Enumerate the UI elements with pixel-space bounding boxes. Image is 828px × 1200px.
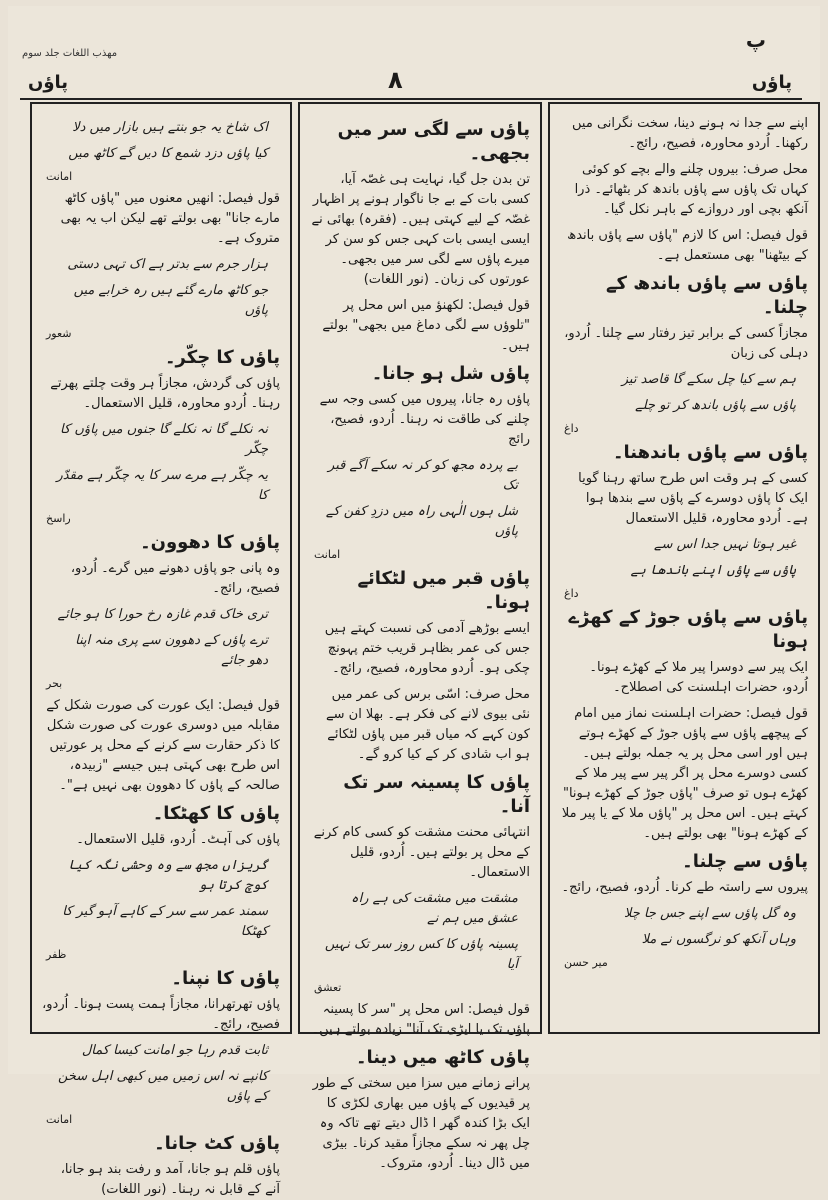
poet-name: بحر (46, 677, 63, 690)
verse-line: مشقت میں مشقت کی ہے راہ عشق میں ہم نے (350, 891, 518, 926)
entry-text: پاؤں قلم ہو جانا، آمد و رفت بند ہو جانا، آنے کے قابل نہ رہنا۔ (نور اللغات) (60, 1162, 280, 1197)
poet-name: تعشق (314, 981, 342, 994)
entry-headword: پاؤں کا چکّر۔ (164, 347, 280, 368)
column-middle (298, 102, 542, 1171)
entry-text: قول فیصل: اس کا لازم "پاؤں سے پاؤں باندھ کے بیٹھنا" بھی مستعمل ہے۔ (567, 228, 808, 263)
header-rule (20, 98, 802, 100)
verse-line: کانپے نہ اس زمیں میں کبھی اہل سخن کے پاؤں (58, 1069, 268, 1104)
verse-line: تری خاک قدم غازہ رخ حورا کا ہو جائے (57, 607, 268, 622)
verse-line: پاؤں سے پاؤں اپنے باندھا ہے (630, 563, 796, 578)
poet-name: میر حسن (564, 956, 608, 969)
entry-headword: پاؤں سے پاؤں جوڑ کے کھڑے ہونا (568, 607, 808, 652)
poet-name: داغ (564, 422, 579, 435)
poet-name: داغ (564, 587, 579, 600)
running-head-left: پاؤں (28, 72, 69, 93)
entry-text: کسی کے ہر وقت اس طرح ساتھ رہنا گویا ایک کا پاؤں دوسرے کے پاؤں سے بندھا ہوا ہے۔ اُردو محاورہ، قلیل الاستعمال (578, 471, 808, 526)
entry-headword: پاؤں کاٹھ میں دینا۔ (355, 1047, 530, 1068)
entry-headword: پاؤں سے پاؤں باندھ کے چلنا۔ (605, 273, 808, 318)
verse-line: ہزار جرم سے بدتر ہے اک تہی دستی (67, 257, 268, 272)
entry-text: قول فیصل: انھیں معنوں میں "پاؤں کاٹھ مارے جانا" بھی بولتے تھے لیکن اب یہ بھی متروک ہے۔ (60, 191, 280, 246)
verse-line: پسینہ پاؤں کا کس روز سر تک نہیں آیا (324, 937, 518, 972)
entry-headword: پاؤں کا کھٹکا۔ (152, 803, 280, 824)
entry-text: پرانے زمانے میں سزا میں سختی کے طور پر قیدیوں کے پاؤں میں بھاری لکڑی کا ایک بڑا کندہ گھر ا ڈال دیتے تھے تاکہ وہ چل پھر نہ سکے مجازاً مقید کرنا۔ بیڑی میں ڈال دینا۔ اُردو، متروک۔ (312, 1076, 530, 1171)
entry-text: قول فیصل: لکھنؤ میں اس محل پر "تلوؤں سے لگی دماغ میں بجھی" بولتے ہیں۔ (322, 298, 530, 353)
entry-text: قول فیصل: اس محل پر "سر کا پسینہ پاؤں تک یا ایڑی تک آنا" زیادہ بولتے ہیں۔ (311, 1002, 530, 1037)
entry-text: محل صرف: بیروں چلنے والے بچے کو کوئی کہاں تک پاؤں سے پاؤں باندھ کر بٹھائے۔ ذرا آنکھ بچی اور دروازے کے باہر نکل گیا۔ (574, 162, 808, 217)
entry-text: وہ پانی جو پاؤں دھونے میں گرے۔ اُردو، فصیح، رائج۔ (70, 561, 280, 596)
entry-text: تن بدن جل گیا، نہایت ہی غصّہ آیا، کسی بات کے بے جا ناگوار ہونے پر اظہار غصّہ کے لیے کہتی ہیں۔ (فقرہ) بھائی نے ایسی ایسی بات کہی جس کو سن کر میرے پاؤں سے لگی سر میں بجھی۔ عورتوں کی زبان۔ (نور اللغات) (311, 172, 530, 287)
verse-line: پاؤں سے پاؤں باندھ کر تو چلے (635, 398, 796, 413)
entry-headword: پاؤں کٹ جانا۔ (154, 1133, 280, 1154)
entry-text: محل صرف: اسّی برس کی عمر میں نئی بیوی لانے کی فکر ہے۔ بھلا ان سے کون کہے کہ میاں قبر میں پاؤں لٹکائے ہو اب شادی کر کے کیا کرو گے۔ (326, 687, 530, 762)
entry-text: ایسے بوڑھے آدمی کی نسبت کہتے ہیں جس کی عمر بظاہر قریب ختم پہونچ چکی ہو۔ اُردو محاورہ، فصیح، رائج۔ (324, 621, 530, 676)
column-right (548, 102, 820, 1034)
entry-headword: پاؤں شل ہو جانا۔ (371, 363, 530, 384)
corner-letter: پ (745, 28, 766, 52)
poet-name: امانت (46, 170, 73, 183)
verse-line: جو کاٹھ مارے گئے ہیں رہ خرابے میں پاؤں (73, 283, 268, 318)
verse-line: وہاں آنکھ کو نرگسوں نے ملا (641, 932, 796, 947)
running-head-right: پاؤں (751, 72, 792, 93)
entry-text: پاؤں کی گردش، مجازاً ہر وقت چلتے پھرتے رہنا۔ اُردو محاورہ، قلیل الاستعمال۔ (50, 376, 280, 411)
poet-name: ظفر (46, 948, 67, 961)
verse-line: گریزاں مجھ سے وہ وحشی نگہ کیا کوچ کرتا ہو (68, 858, 268, 893)
verse-line: یہ چکّر ہے مرے سر کا یہ چکّر ہے مقدّر کا (56, 468, 268, 503)
entry-text: قول فیصل: ایک عورت کی صورت شکل کے مقابلہ میں دوسری عورت کی صورت شکل کا ذکر حقارت سے کرنے کے محل پر عورتیں اس طرح بھی کہتی ہیں جیسے "زبیدہ، صالحہ کے پاؤں کا دھوون بھی نہیں ہے"۔ (46, 698, 280, 793)
entry-headword: پاؤں سے پاؤں باندھنا۔ (613, 442, 808, 463)
verse-line: ہم سے کیا چل سکے گا قاصد تیز (621, 372, 796, 387)
entry-headword: پاؤں کا دھوون۔ (140, 532, 280, 553)
verse-line: غیر ہوتا نہیں جدا اس سے (654, 537, 796, 552)
entry-text: مجازاً کسی کے برابر تیز رفتار سے چلنا۔ اُردو، دہلی کی زبان (564, 326, 808, 361)
entry-text: ایک پیر سے دوسرا پیر ملا کے کھڑے ہونا۔ اُردو، حضرات اہلسنت کی اصطلاح۔ (589, 660, 808, 695)
poet-name: امانت (46, 1113, 73, 1126)
entry-headword: پاؤں کا پسینہ سر تک آنا۔ (343, 772, 530, 817)
verse-line: نہ نکلے گا نہ نکلے گا جنوں میں پاؤں کا چکّر (60, 422, 268, 457)
entry-text: پاؤں تھرتھرانا، مجازاً ہمت پست ہونا۔ اُردو، فصیح، رائج۔ (42, 997, 280, 1032)
entry-text: اپنے سے جدا نہ ہونے دینا، سخت نگرانی میں رکھنا۔ اُردو محاورہ، فصیح، رائج۔ (572, 116, 808, 151)
column-left (30, 102, 292, 1197)
entry-headword: پاؤں سے لگی سر میں بجھی۔ (337, 119, 530, 164)
entry-text: قول فیصل: حضرات اہلسنت نماز میں امام کے پیچھے پاؤں سے پاؤں جوڑ کے کھڑے ہوتے ہیں اور اسی محل پر یہ جملہ بولتے ہیں۔ کسی دوسرے محل پر اگر پیر سے پیر ملا کے کھڑے ہوں تو صرف "پاؤں جوڑ کے کھڑے ہونا" کہتے ہیں۔ اس محل پر "پاؤں ملا کے یا پیر ملا کے کھڑے ہونا" بھی بولتے ہیں۔ (561, 706, 808, 841)
verse-line: اک شاخ یہ جو بنتے ہیں بازار میں دلا (72, 120, 268, 135)
verse-line: ترے پاؤں کے دھوون سے پری منہ اپنا دھو جائے (75, 633, 268, 668)
poet-name: امانت (314, 548, 341, 561)
book-title: مهذب اللغات جلد سوم (22, 48, 118, 59)
entry-text: پاؤں کی آہٹ۔ اُردو، قلیل الاستعمال۔ (76, 832, 280, 847)
entry-text: پیروں سے راستہ طے کرنا۔ اُردو، فصیح، رائج۔ (561, 880, 808, 895)
page-number: ۸ (388, 66, 403, 94)
verse-line: شل ہوں الٰہی راہ میں دزدِ کفن کے پاؤں (325, 504, 518, 539)
dictionary-page (8, 6, 820, 1197)
entry-headword: پاؤں سے چلنا۔ (682, 851, 808, 872)
verse-line: بے پردہ مجھ کو کر نہ سکے آگے قبر تک (328, 458, 518, 493)
entry-text: پاؤں رہ جانا، پیروں میں کسی وجہ سے چلنے کی طاقت نہ رہنا۔ اُردو، فصیح، رائج (319, 392, 530, 447)
verse-line: ثابت قدم رہا جو امانت کیسا کمال (81, 1043, 268, 1058)
poet-name: شعور (46, 327, 72, 340)
verse-line: سمند عمر سے سر کے کاہے آہو گیر کا کھٹکا (62, 904, 268, 939)
entry-text: انتہائی محنت مشقت کو کسی کام کرنے کے محل پر بولتے ہیں۔ اُردو، قلیل الاستعمال۔ (313, 825, 530, 880)
verse-line: وہ گل پاؤں سے اپنے جس جا چلا (624, 906, 796, 921)
verse-line: کیا پاؤں دزد شمع کا دیں گے کاٹھ میں (68, 146, 268, 161)
entry-headword: پاؤں قبر میں لٹکائے ہونا۔ (357, 568, 530, 613)
entry-headword: پاؤں کا نپنا۔ (171, 968, 280, 989)
poet-name: راسخ (46, 512, 71, 525)
